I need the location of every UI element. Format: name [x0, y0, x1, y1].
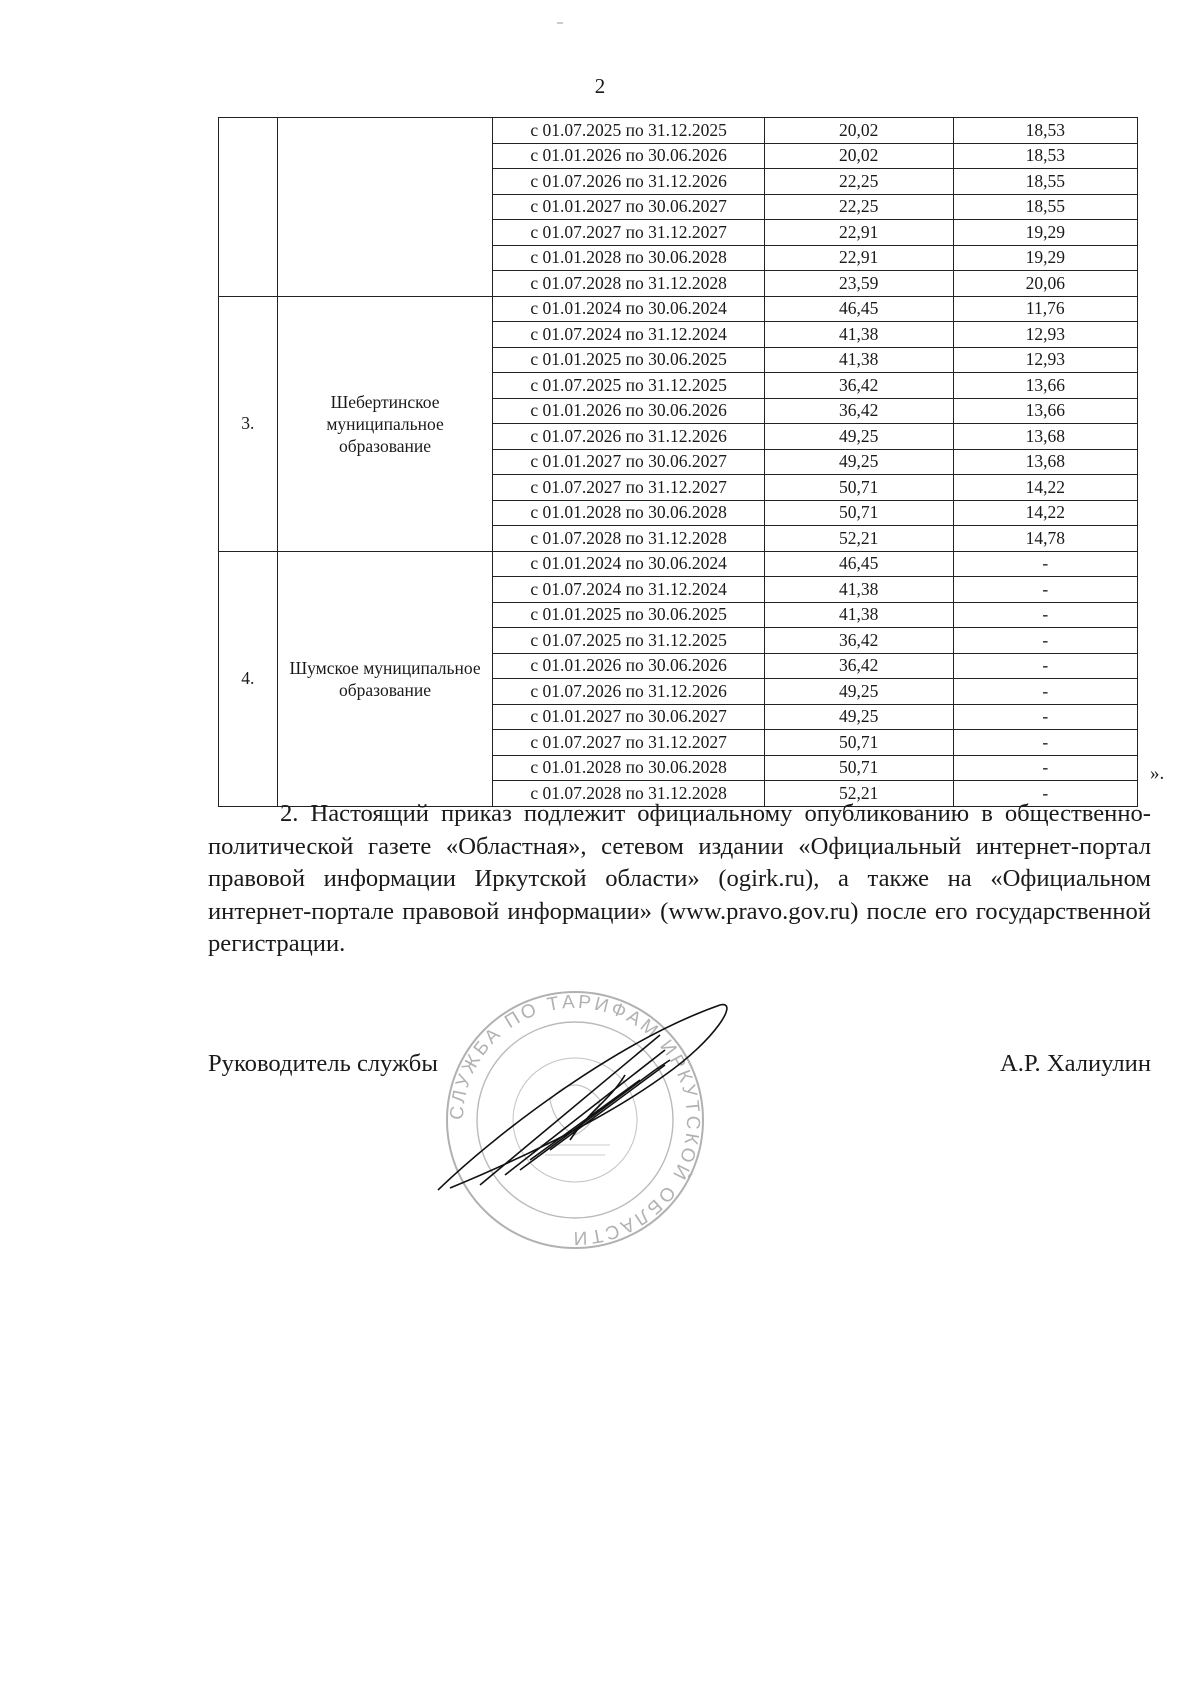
tariff-value-1: 22,25	[764, 194, 953, 220]
period-cell: с 01.01.2024 по 30.06.2024	[493, 296, 764, 322]
tariff-value-2: -	[953, 730, 1137, 756]
tariff-value-1: 22,91	[764, 245, 953, 271]
table-row	[219, 296, 1138, 322]
tariff-value-1: 36,42	[764, 373, 953, 399]
period-cell: с 01.01.2028 по 30.06.2028	[493, 755, 764, 781]
tariff-value-1: 22,91	[764, 220, 953, 246]
municipality-name: Шебертинское муниципальное образование	[277, 296, 493, 551]
tariff-value-2: 13,66	[953, 373, 1137, 399]
period-cell: с 01.07.2028 по 31.12.2028	[493, 526, 764, 552]
period-cell: с 01.01.2027 по 30.06.2027	[493, 194, 764, 220]
tariff-value-1: 49,25	[764, 679, 953, 705]
tariff-value-2: -	[953, 755, 1137, 781]
period-cell: с 01.01.2024 по 30.06.2024	[493, 551, 764, 577]
period-cell: с 01.07.2026 по 31.12.2026	[493, 679, 764, 705]
tariff-value-2: -	[953, 704, 1137, 730]
tariff-value-1: 36,42	[764, 398, 953, 424]
tariff-value-2: 13,68	[953, 449, 1137, 475]
tariff-value-2: 20,06	[953, 271, 1137, 297]
tariff-value-1: 49,25	[764, 449, 953, 475]
period-cell: с 01.01.2027 по 30.06.2027	[493, 449, 764, 475]
tariff-value-2: 11,76	[953, 296, 1137, 322]
tariff-value-1: 20,02	[764, 143, 953, 169]
tariff-value-2: -	[953, 653, 1137, 679]
tariff-value-2: 12,93	[953, 347, 1137, 373]
tariff-value-1: 50,71	[764, 730, 953, 756]
tariff-value-1: 41,38	[764, 322, 953, 348]
period-cell: с 01.07.2028 по 31.12.2028	[493, 271, 764, 297]
tariff-value-2: 18,55	[953, 169, 1137, 195]
tariff-table	[218, 117, 1138, 807]
period-cell: с 01.07.2027 по 31.12.2027	[493, 475, 764, 501]
tariff-value-2: 13,68	[953, 424, 1137, 450]
tariff-value-2: -	[953, 679, 1137, 705]
group-number	[219, 118, 278, 297]
tariff-value-2: 19,29	[953, 220, 1137, 246]
page-number: 2	[594, 74, 606, 98]
tariff-table-body	[219, 118, 1138, 807]
period-cell: с 01.01.2028 по 30.06.2028	[493, 245, 764, 271]
tariff-value-1: 46,45	[764, 551, 953, 577]
tariff-value-1: 46,45	[764, 296, 953, 322]
period-cell: с 01.07.2027 по 31.12.2027	[493, 730, 764, 756]
period-cell: с 01.01.2027 по 30.06.2027	[493, 704, 764, 730]
tariff-value-1: 23,59	[764, 271, 953, 297]
tariff-value-2: -	[953, 628, 1137, 654]
period-cell: с 01.07.2026 по 31.12.2026	[493, 169, 764, 195]
tariff-value-1: 52,21	[764, 526, 953, 552]
period-cell: с 01.07.2026 по 31.12.2026	[493, 424, 764, 450]
tariff-value-2: 18,55	[953, 194, 1137, 220]
table-row	[219, 118, 1138, 144]
tariff-value-2: 13,66	[953, 398, 1137, 424]
publication-paragraph: 2. Настоящий приказ подлежит официальному опубликованию в общественно-политической газете «Областная», сетевом издании «Официальный интернет-портал правовой информации Иркутской области» (ogirk.ru), а также на «Официальном интернет-портале правовой информации» (www.pravo.gov.ru) после его государственной регистрации.	[208, 800, 1151, 958]
period-cell: с 01.07.2027 по 31.12.2027	[493, 220, 764, 246]
tariff-value-2: 18,53	[953, 118, 1137, 144]
tariff-value-1: 36,42	[764, 628, 953, 654]
period-cell: с 01.07.2024 по 31.12.2024	[493, 322, 764, 348]
tariff-value-1: 41,38	[764, 602, 953, 628]
period-cell: с 01.01.2026 по 30.06.2026	[493, 653, 764, 679]
tariff-value-1: 36,42	[764, 653, 953, 679]
tariff-value-1: 49,25	[764, 424, 953, 450]
period-cell: с 01.01.2026 по 30.06.2026	[493, 398, 764, 424]
tariff-value-1: 41,38	[764, 347, 953, 373]
scan-artifact	[557, 22, 563, 24]
tariff-value-1: 50,71	[764, 755, 953, 781]
tariff-value-2: 14,22	[953, 475, 1137, 501]
tariff-value-1: 20,02	[764, 118, 953, 144]
municipality-name: Шумское муниципальное образование	[277, 551, 493, 806]
table-row	[219, 551, 1138, 577]
group-number: 4.	[219, 551, 278, 806]
tariff-value-1: 22,25	[764, 169, 953, 195]
tariff-value-1: 52,21	[764, 781, 953, 807]
tariff-value-2: 14,22	[953, 500, 1137, 526]
tariff-value-1: 49,25	[764, 704, 953, 730]
official-stamp-with-signature	[410, 980, 740, 1260]
tariff-value-2: -	[953, 551, 1137, 577]
period-cell: с 01.07.2025 по 31.12.2025	[493, 373, 764, 399]
tariff-value-1: 41,38	[764, 577, 953, 603]
stamp-ring-text: СЛУЖБА ПО ТАРИФАМ ИРКУТСКОЙ ОБЛАСТИ	[446, 991, 704, 1249]
tariff-value-2: -	[953, 602, 1137, 628]
period-cell: с 01.01.2026 по 30.06.2026	[493, 143, 764, 169]
signatory-role: Руководитель службы	[208, 1050, 438, 1077]
municipality-name	[277, 118, 493, 297]
period-cell: с 01.01.2025 по 30.06.2025	[493, 602, 764, 628]
period-cell: с 01.01.2025 по 30.06.2025	[493, 347, 764, 373]
tariff-value-2: 18,53	[953, 143, 1137, 169]
tariff-value-2: 12,93	[953, 322, 1137, 348]
closing-quote: ».	[1150, 763, 1165, 784]
period-cell: с 01.07.2024 по 31.12.2024	[493, 577, 764, 603]
period-cell: с 01.01.2028 по 30.06.2028	[493, 500, 764, 526]
signatory-name: А.Р. Халиулин	[1000, 1050, 1151, 1077]
tariff-value-2: 19,29	[953, 245, 1137, 271]
tariff-value-2: 14,78	[953, 526, 1137, 552]
period-cell: с 01.07.2028 по 31.12.2028	[493, 781, 764, 807]
tariff-value-2: -	[953, 781, 1137, 807]
tariff-value-2: -	[953, 577, 1137, 603]
tariff-value-1: 50,71	[764, 475, 953, 501]
tariff-value-1: 50,71	[764, 500, 953, 526]
group-number: 3.	[219, 296, 278, 551]
period-cell: с 01.07.2025 по 31.12.2025	[493, 118, 764, 144]
period-cell: с 01.07.2025 по 31.12.2025	[493, 628, 764, 654]
